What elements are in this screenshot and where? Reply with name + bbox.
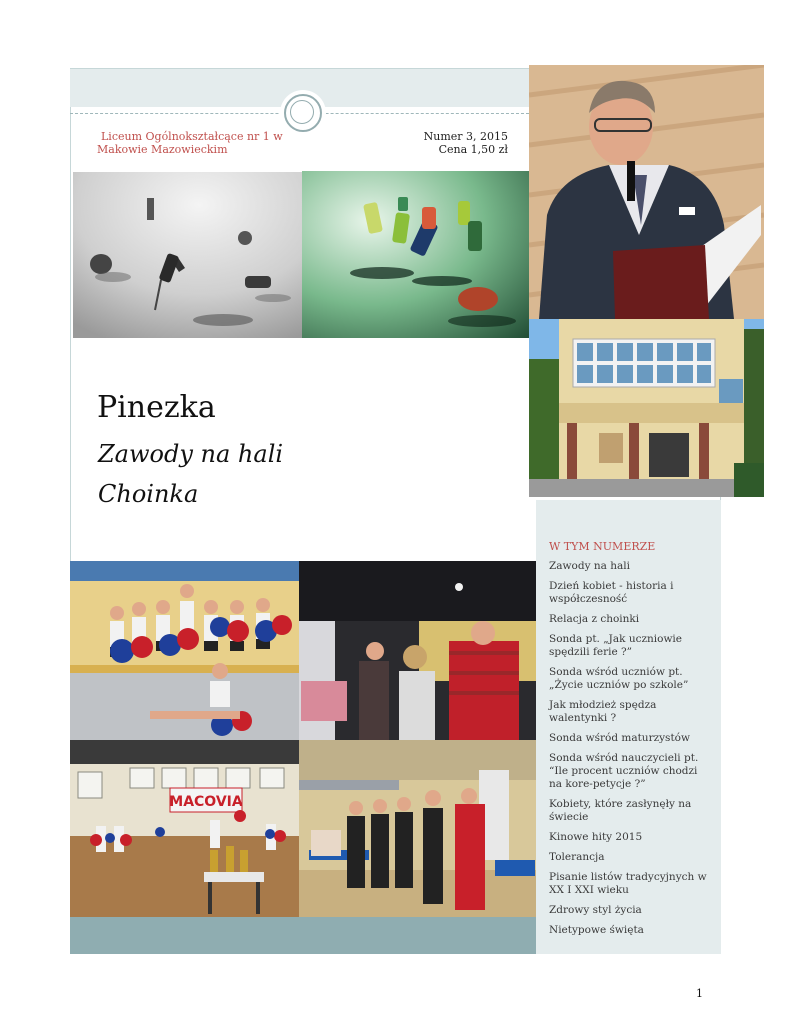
toc-item[interactable]: Sonda wśród uczniów pt. „Życie uczniów po szkole” (549, 666, 689, 691)
toc-item[interactable]: Pisanie listów tradycyjnych w XX I XXI wieku (549, 871, 707, 896)
pushpins-gray-photo (73, 172, 302, 338)
cover-headline-2: Choinka (98, 480, 199, 508)
toc-item[interactable]: Relacja z choinki (549, 613, 640, 625)
toc-item[interactable]: Sonda pt. „Jak uczniowie spędzili ferie ?” (549, 633, 682, 658)
banner-text: MACOVIA (169, 794, 243, 810)
toc-item[interactable]: Sonda wśród nauczycieli pt. “Ile procent uczniów chodzi na kore-petycje ?” (549, 752, 699, 790)
issue-info (380, 130, 508, 156)
toc-list (549, 560, 709, 944)
school-name (97, 130, 297, 156)
page-number: 1 (696, 987, 703, 1000)
school-building-photo (529, 319, 764, 497)
toc-item[interactable]: Dzień kobiet - historia i współczesność (549, 580, 674, 605)
speaker-photo (529, 65, 764, 319)
issue-price: Cena 1,50 zł (438, 143, 508, 156)
gym-event-photo (70, 740, 299, 917)
newsletter-title: Pinezka (97, 390, 216, 425)
school-name-line1: Liceum Ogólnokształcące nr 1 w (101, 130, 283, 143)
cheerleaders-photo (70, 561, 299, 740)
pushpins-green-photo (302, 171, 530, 338)
footer-band (70, 917, 536, 954)
toc-item[interactable]: Zdrowy styl życia (549, 904, 642, 916)
toc-item[interactable]: Nietypowe święta (549, 924, 644, 936)
toc-item[interactable]: Jak młodzież spędza walentynki ? (549, 699, 657, 724)
party-photo (299, 561, 536, 740)
toc-item[interactable]: Tolerancja (549, 851, 605, 863)
toc-item[interactable]: Kinowe hity 2015 (549, 831, 643, 843)
cover-headline-1: Zawody na hali (98, 440, 284, 468)
toc-heading: W TYM NUMERZE (549, 540, 656, 553)
toc-item[interactable]: Zawody na hali (549, 560, 630, 572)
issue-number: Numer 3, 2015 (423, 130, 508, 143)
toc-item[interactable]: Sonda wśród maturzystów (549, 732, 690, 744)
school-name-line2: Makowie Mazowieckim (97, 143, 228, 156)
ceremony-photo (299, 740, 536, 917)
toc-item[interactable]: Kobiety, które zasłynęły na świecie (549, 798, 692, 823)
